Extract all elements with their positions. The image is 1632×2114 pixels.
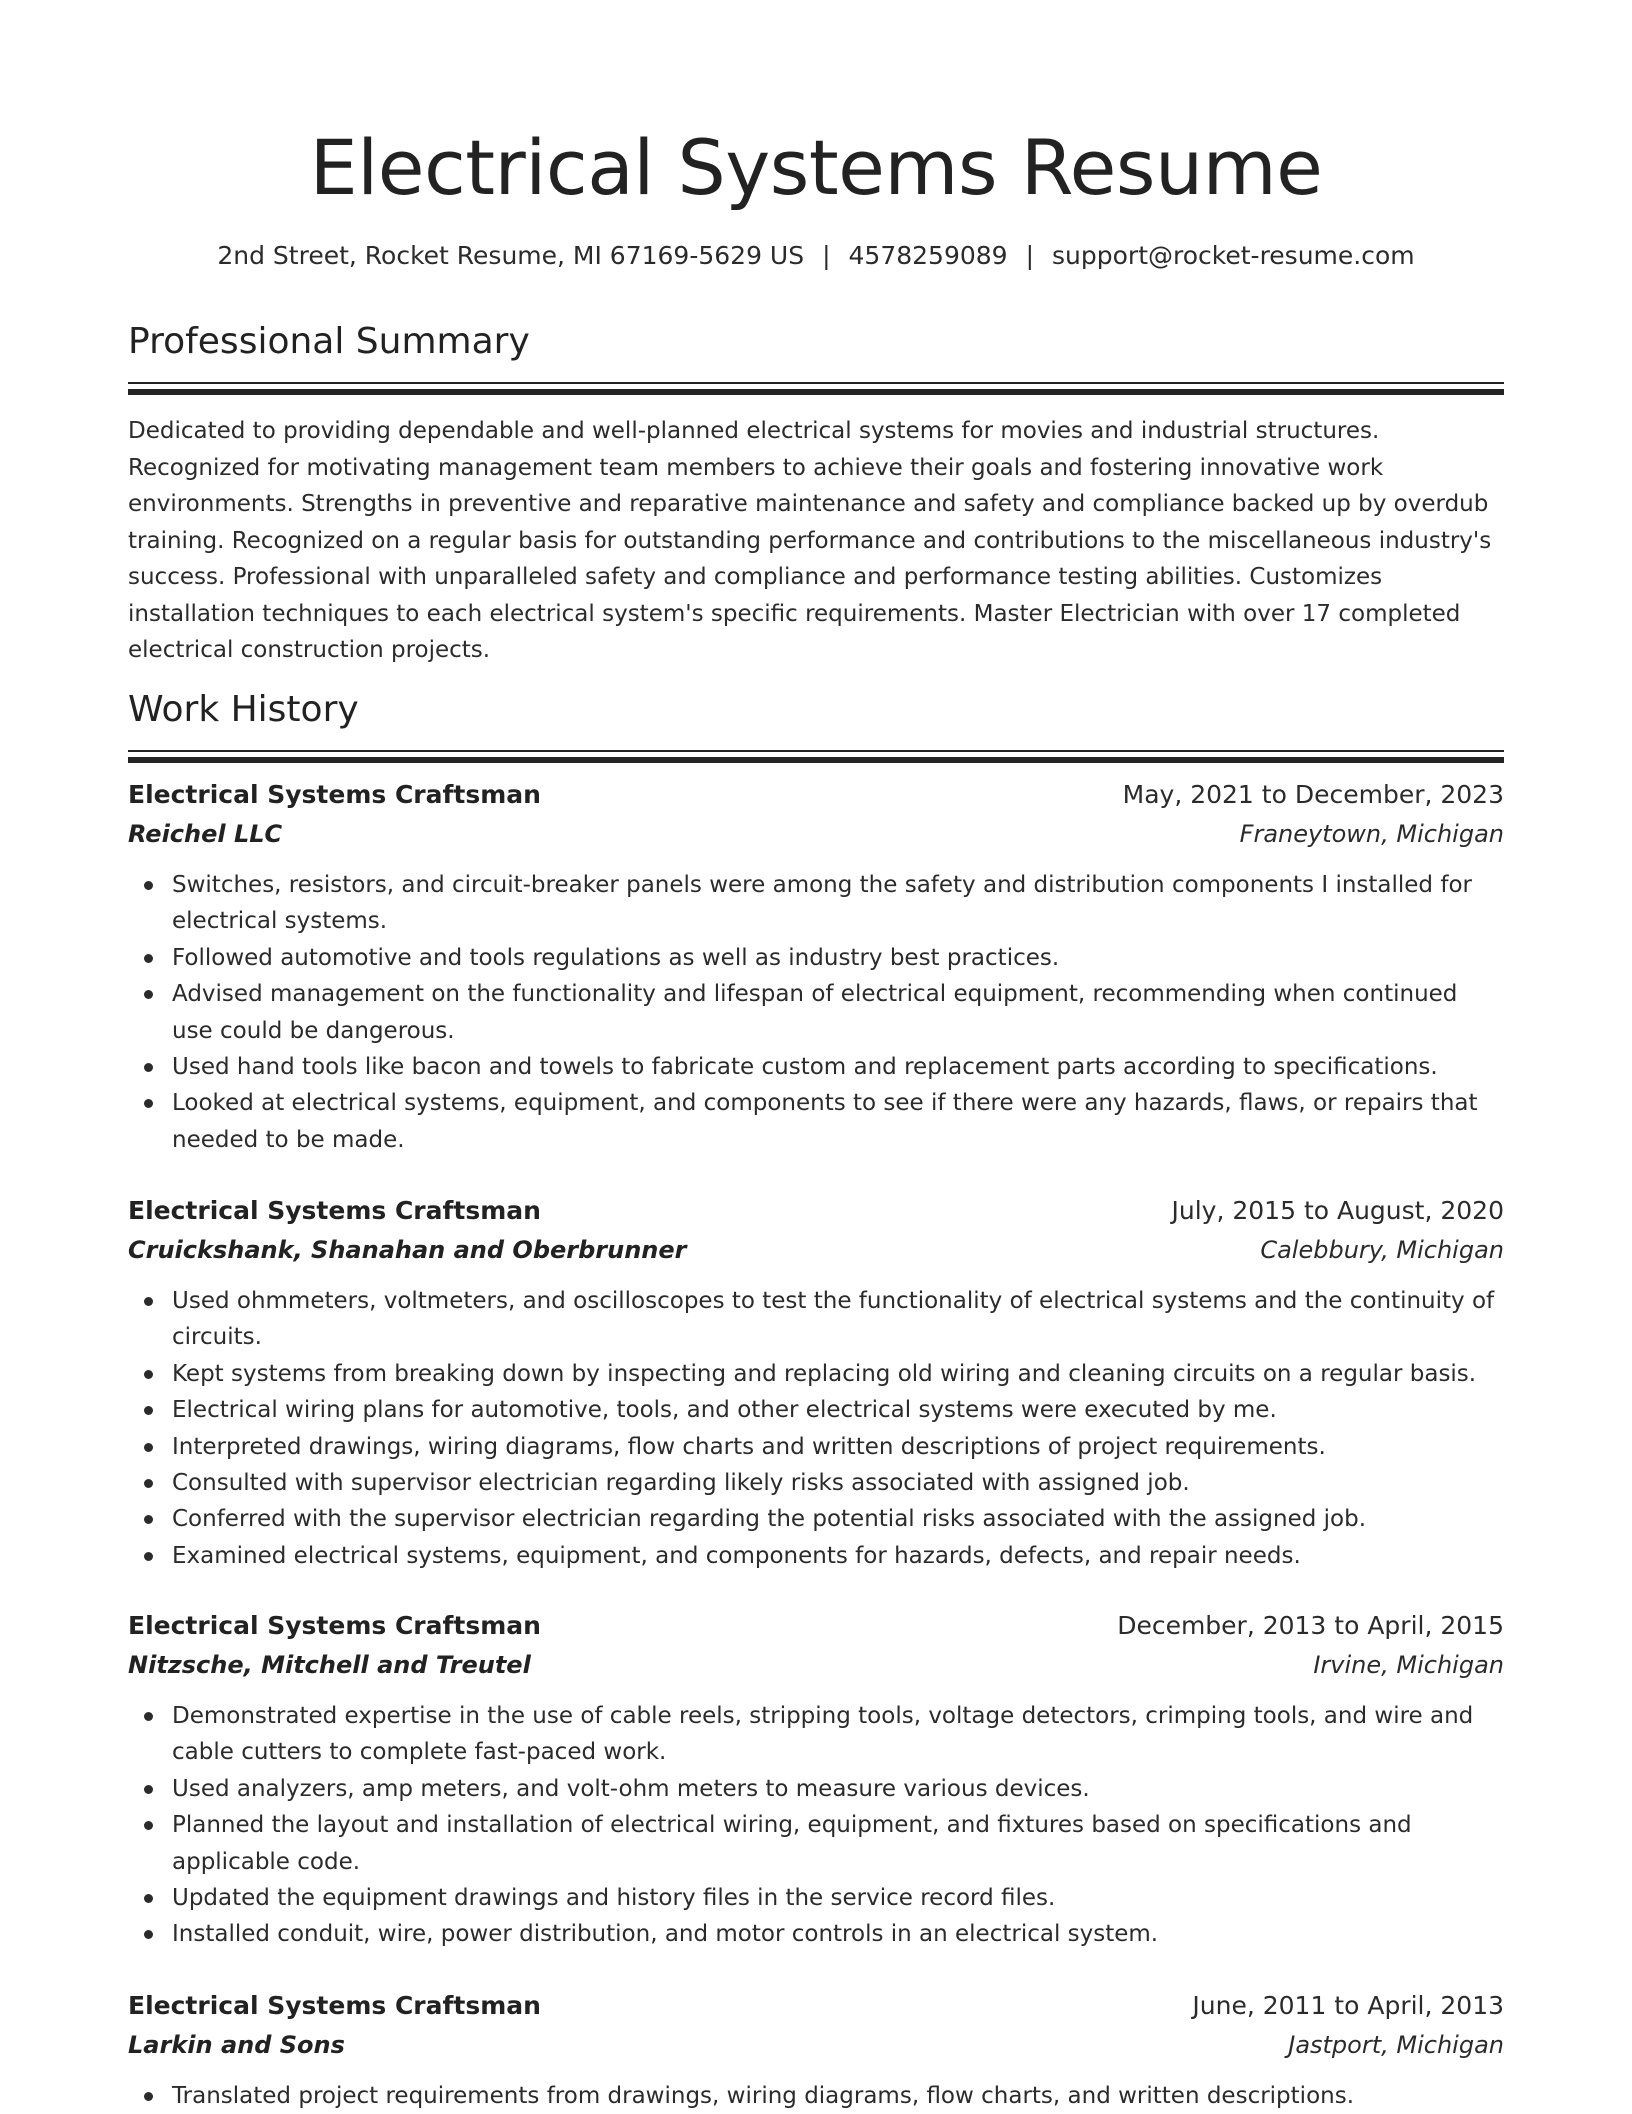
- job-bullet: Examined electrical systems, equipment, and components for hazards, defects, and repair needs.: [128, 1538, 1504, 1574]
- job-entry: [128, 1986, 1504, 2114]
- job-bullet: Conferred with the supervisor electrician regarding the potential risks associated with the assigned job.: [128, 1501, 1504, 1537]
- job-dates: May, 2021 to December, 2023: [1122, 780, 1504, 809]
- work-history-section: [128, 686, 1504, 763]
- job-dates: July, 2015 to August, 2020: [1171, 1196, 1504, 1225]
- job-bullet: Switches, resistors, and circuit-breaker panels were among the safety and distribution components I installed for electrical systems.: [128, 867, 1504, 940]
- job-title: Electrical Systems Craftsman: [128, 1611, 541, 1640]
- job-bullet: Updated the equipment drawings and history files in the service record files.: [128, 1880, 1504, 1916]
- job-entry: [128, 1606, 1504, 1953]
- job-title: Electrical Systems Craftsman: [128, 1196, 541, 1225]
- job-bullet: Followed automotive and tools regulations as well as industry best practices.: [128, 940, 1504, 976]
- job-bullet: Electrical wiring plans for automotive, tools, and other electrical systems were executed by me.: [128, 1392, 1504, 1428]
- job-location: Franeytown, Michigan: [1239, 820, 1504, 848]
- job-bullet: Translated project requirements from drawings, wiring diagrams, flow charts, and written descriptions.: [128, 2078, 1504, 2114]
- job-bullets: [128, 1698, 1504, 1953]
- job-title: Electrical Systems Craftsman: [128, 1991, 541, 2020]
- job-bullet: Demonstrated expertise in the use of cable reels, stripping tools, voltage detectors, crimping tools, and wire and cable cutters to complete fast-paced work.: [128, 1698, 1504, 1771]
- job-bullet: Installed conduit, wire, power distribution, and motor controls in an electrical system.: [128, 1916, 1504, 1952]
- job-bullet: Used hand tools like bacon and towels to fabricate custom and replacement parts according to specifications.: [128, 1049, 1504, 1085]
- work-history-heading: Work History: [128, 689, 359, 730]
- job-bullet: Advised management on the functionality and lifespan of electrical equipment, recommending when continued use could be dangerous.: [128, 976, 1504, 1049]
- job-bullet: Planned the layout and installation of electrical wiring, equipment, and fixtures based on specifications and applicable code.: [128, 1807, 1504, 1880]
- job-location: Irvine, Michigan: [1313, 1651, 1504, 1679]
- job-location: Jastport, Michigan: [1288, 2031, 1504, 2059]
- job-bullet: Looked at electrical systems, equipment, and components to see if there were any hazards, flaws, or repairs that needed to be made.: [128, 1085, 1504, 1158]
- job-company: Cruickshank, Shanahan and Oberbrunner: [128, 1236, 687, 1264]
- section-divider-thick: [128, 389, 1504, 395]
- resume-title: Electrical Systems Resume: [309, 123, 1323, 212]
- summary-text: Dedicated to providing dependable and well-planned electrical systems for movies and industrial structures. Recognized for motivating management team members to achieve their goals and fostering innovative work environments. Strengths in preventive and reparative maintenance and safety and compliance backed up by overdub training. Recognized on a regular basis for outstanding performance and contributions to the miscellaneous industry's success. Professional with unparalleled safety and compliance and performance testing abilities. Customizes installation techniques to each electrical system's specific requirements. Master Electrician with over 17 completed electrical construction projects.: [128, 418, 1492, 663]
- job-bullet: Used analyzers, amp meters, and volt-ohm meters to measure various devices.: [128, 1771, 1504, 1807]
- job-location: Calebbury, Michigan: [1260, 1236, 1504, 1264]
- summary-heading: Professional Summary: [128, 321, 530, 362]
- job-company: Nitzsche, Mitchell and Treutel: [128, 1651, 531, 1679]
- job-entry: [128, 775, 1504, 1158]
- job-bullets: [128, 867, 1504, 1158]
- section-divider-thick: [128, 757, 1504, 763]
- job-bullets: [128, 1283, 1504, 1574]
- job-bullet: Interpreted drawings, wiring diagrams, flow charts and written descriptions of project requirements.: [128, 1429, 1504, 1465]
- contact-line: [128, 238, 1504, 274]
- contact-separator: |: [1025, 241, 1035, 270]
- contact-email: support@rocket-resume.com: [1052, 241, 1415, 270]
- section-divider: [128, 750, 1504, 752]
- summary-section: [128, 318, 1504, 669]
- contact-address: 2nd Street, Rocket Resume, MI 67169-5629 US: [217, 241, 805, 270]
- job-company: Reichel LLC: [128, 820, 283, 848]
- job-bullet: Kept systems from breaking down by inspecting and replacing old wiring and cleaning circuits on a regular basis.: [128, 1356, 1504, 1392]
- job-title: Electrical Systems Craftsman: [128, 780, 541, 809]
- job-entry: [128, 1191, 1504, 1574]
- job-dates: June, 2011 to April, 2013: [1192, 1991, 1504, 2020]
- job-bullet: Used ohmmeters, voltmeters, and oscilloscopes to test the functionality of electrical systems and the continuity of circuits.: [128, 1283, 1504, 1356]
- job-company: Larkin and Sons: [128, 2031, 345, 2059]
- section-divider: [128, 382, 1504, 384]
- job-dates: December, 2013 to April, 2015: [1117, 1611, 1504, 1640]
- job-bullet: Consulted with supervisor electrician regarding likely risks associated with assigned job.: [128, 1465, 1504, 1501]
- contact-separator: |: [822, 241, 831, 270]
- contact-phone: 4578259089: [848, 241, 1008, 270]
- job-bullets: [128, 2078, 1504, 2114]
